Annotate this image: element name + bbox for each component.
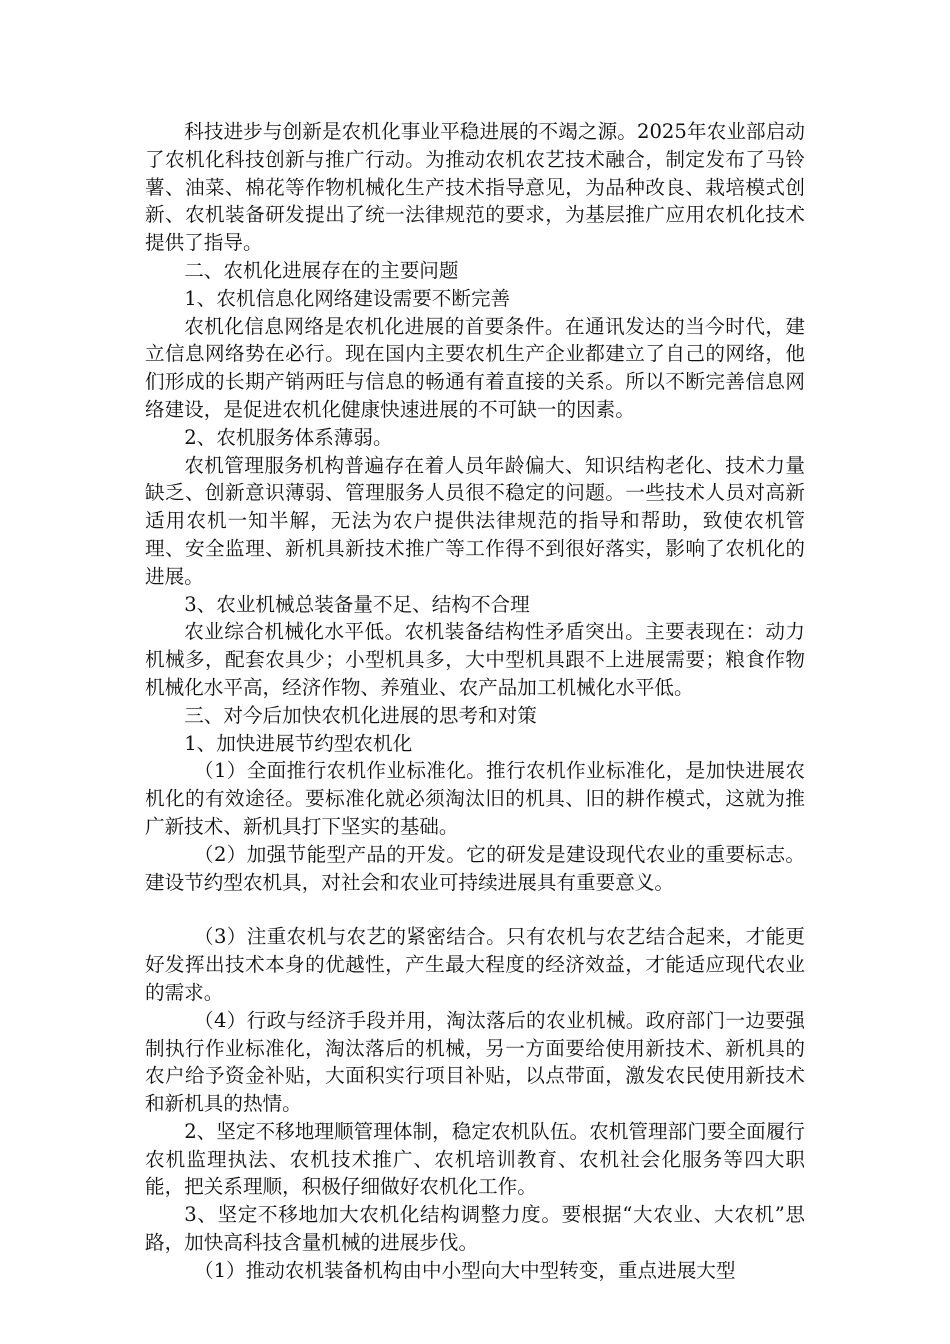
- subheading-equipment-structure: 3、农业机械总装备量不足、结构不合理: [184, 592, 530, 616]
- paragraph-structure-adjustment: 3、坚定不移地加大农机化结构调整力度。要根据“大农业、大农机”思路，加快高科技含量机械的进展步伐。: [145, 1203, 805, 1255]
- item-standardization: （1）全面推行农机作业标准化。推行农机作业标准化，是加快进展农机化的有效途径。要标准化就必须淘汰旧的机具、旧的耕作模式，这就为推广新技术、新机具打下坚实的基础。: [145, 759, 805, 838]
- paragraph-info-network: 农机化信息网络是农机化进展的首要条件。在通讯发达的当今时代，建立信息网络势在必行。现在国内主要农机生产企业都建立了自己的网络，他们形成的长期产销两旺与信息的畅通有着直接的关系。所以不断完善信息网络建设，是促进农机化健康快速进展的不可缺一的因素。: [145, 314, 805, 421]
- subheading-service-system: 2、农机服务体系薄弱。: [184, 425, 393, 449]
- paragraph-equipment-structure: 农业综合机械化水平低。农机装备结构性矛盾突出。主要表现在：动力机械多，配套农具少；小型机具多，大中型机具跟不上进展需要；粮食作物机械化水平高，经济作物、养殖业、农产品加工机械化水平低。: [145, 620, 805, 699]
- item-equipment-upgrade: （1）推动农机装备机构由中小型向大中型转变，重点进展大型: [194, 1258, 736, 1282]
- subheading-info-network: 1、农机信息化网络建设需要不断完善: [184, 286, 511, 310]
- document-body: [145, 118, 805, 1285]
- item-agronomy-combination: （3）注重农机与农艺的紧密结合。只有农机与农艺结合起来，才能更好发挥出技术本身的优越性，产生最大程度的经济效益，才能适应现代农业的需求。: [145, 925, 805, 1004]
- section-heading-countermeasures: 三、对今后加快农机化进展的思考和对策: [184, 703, 537, 727]
- paragraph-management-system: 2、坚定不移地理顺管理体制，稳定农机队伍。农机管理部门要全面履行农机监理执法、农机技术推广、农机培训教育、农机社会化服务等四大职能，把关系理顺，积极仔细做好农机化工作。: [145, 1119, 805, 1199]
- item-energy-saving: （2）加强节能型产品的开发。它的研发是建设现代农业的重要标志。建设节约型农机具，对社会和农业可持续进展具有重要意义。: [145, 842, 805, 894]
- subheading-saving-mechanization: 1、加快进展节约型农机化: [184, 731, 413, 755]
- section-heading-main-problems: 二、农机化进展存在的主要问题: [184, 258, 459, 282]
- item-administrative-economic: （4）行政与经济手段并用，淘汰落后的农业机械。政府部门一边要强制执行作业标准化，淘汰落后的机械，另一方面要给使用新技术、新机具的农户给予资金补贴，大面积实行项目补贴，以点带面，激发农民使用新技术和新机具的热情。: [145, 1008, 805, 1116]
- paragraph-tech-innovation: 科技进步与创新是农机化事业平稳进展的不竭之源。2025年农业部启动了农机化科技创新与推广行动。为推动农机农艺技术融合，制定发布了马铃薯、油菜、棉花等作物机械化生产技术指导意见，为品种改良、栽培模式创新、农机装备研发提出了统一法律规范的要求，为基层推广应用农机化技术提供了指导。: [145, 120, 805, 255]
- paragraph-service-system: 农机管理服务机构普遍存在着人员年龄偏大、知识结构老化、技术力量缺乏、创新意识薄弱、管理服务人员很不稳定的问题。一些技术人员对高新适用农机一知半解，无法为农户提供法律规范的指导和帮助，致使农机管理、安全监理、新机具新技术推广等工作得不到很好落实，影响了农机化的进展。: [145, 453, 805, 588]
